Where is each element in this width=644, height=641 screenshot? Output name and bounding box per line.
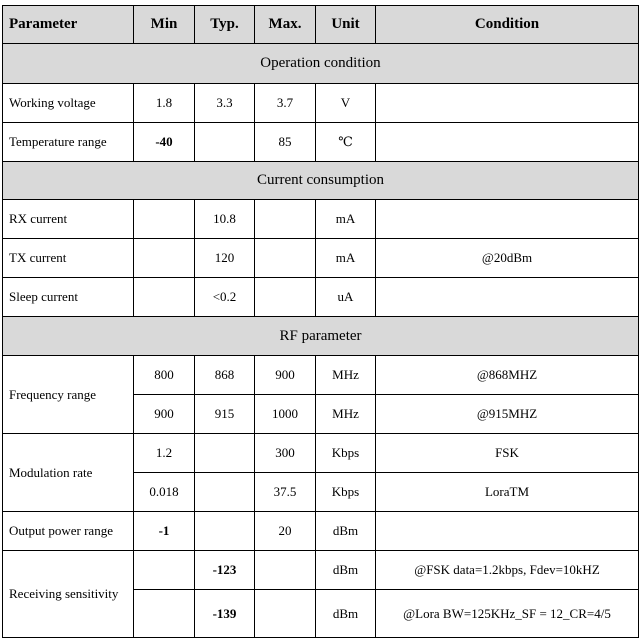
- param-working-voltage: Working voltage: [3, 84, 134, 123]
- cell-max: 85: [255, 123, 316, 162]
- cell-min: -1: [134, 512, 195, 551]
- cell-max: 1000: [255, 395, 316, 434]
- cell-typ: -123: [195, 551, 255, 590]
- cell-typ: [195, 473, 255, 512]
- header-parameter: Parameter: [3, 6, 134, 44]
- table-row: [3, 278, 639, 317]
- section-title-operation: Operation condition: [3, 44, 639, 84]
- section-row-operation: [3, 44, 639, 84]
- cell-condition: LoraTM: [376, 473, 639, 512]
- table-row: [3, 551, 639, 590]
- table-row: [3, 434, 639, 473]
- param-output-power-range: Output power range: [3, 512, 134, 551]
- cell-condition: @915MHZ: [376, 395, 639, 434]
- param-tx-current: TX current: [3, 239, 134, 278]
- cell-min: 1.2: [134, 434, 195, 473]
- cell-condition: @Lora BW=125KHz_SF = 12_CR=4/5: [376, 590, 639, 638]
- cell-max: [255, 200, 316, 239]
- param-sleep-current: Sleep current: [3, 278, 134, 317]
- header-typ: Typ.: [195, 6, 255, 44]
- cell-min: [134, 200, 195, 239]
- table-row: [3, 239, 639, 278]
- table-row: [3, 356, 639, 395]
- section-row-rf: [3, 317, 639, 356]
- header-max: Max.: [255, 6, 316, 44]
- table-row: [3, 512, 639, 551]
- cell-typ: 915: [195, 395, 255, 434]
- section-title-current: Current consumption: [3, 162, 639, 200]
- table-row: [3, 123, 639, 162]
- cell-condition: [376, 200, 639, 239]
- cell-condition: [376, 278, 639, 317]
- cell-max: [255, 239, 316, 278]
- cell-condition: @FSK data=1.2kbps, Fdev=10kHZ: [376, 551, 639, 590]
- param-rx-current: RX current: [3, 200, 134, 239]
- cell-typ: 120: [195, 239, 255, 278]
- cell-condition: FSK: [376, 434, 639, 473]
- section-row-current: [3, 162, 639, 200]
- cell-max: 900: [255, 356, 316, 395]
- cell-min: [134, 551, 195, 590]
- param-temperature-range: Temperature range: [3, 123, 134, 162]
- cell-typ: [195, 434, 255, 473]
- cell-typ: 10.8: [195, 200, 255, 239]
- cell-max: 20: [255, 512, 316, 551]
- cell-min: 900: [134, 395, 195, 434]
- param-receiving-sensitivity: Receiving sensitivity: [3, 551, 134, 638]
- table-row: [3, 84, 639, 123]
- cell-min: 800: [134, 356, 195, 395]
- param-modulation-rate: Modulation rate: [3, 434, 134, 512]
- cell-condition: @868MHZ: [376, 356, 639, 395]
- cell-min: 0.018: [134, 473, 195, 512]
- cell-unit: mA: [316, 239, 376, 278]
- cell-max: 3.7: [255, 84, 316, 123]
- section-title-rf: RF parameter: [3, 317, 639, 356]
- cell-typ: 868: [195, 356, 255, 395]
- cell-max: 37.5: [255, 473, 316, 512]
- cell-min: [134, 239, 195, 278]
- cell-min: [134, 590, 195, 638]
- cell-unit: mA: [316, 200, 376, 239]
- cell-max: 300: [255, 434, 316, 473]
- cell-condition: @20dBm: [376, 239, 639, 278]
- cell-typ: [195, 512, 255, 551]
- cell-unit: V: [316, 84, 376, 123]
- cell-typ: 3.3: [195, 84, 255, 123]
- cell-unit: Kbps: [316, 434, 376, 473]
- spec-table: [2, 5, 639, 638]
- cell-unit: MHz: [316, 395, 376, 434]
- header-row: [3, 6, 639, 44]
- cell-unit: ℃: [316, 123, 376, 162]
- cell-unit: uA: [316, 278, 376, 317]
- cell-typ: -139: [195, 590, 255, 638]
- cell-typ: [195, 123, 255, 162]
- header-condition: Condition: [376, 6, 639, 44]
- cell-max: [255, 551, 316, 590]
- cell-unit: MHz: [316, 356, 376, 395]
- cell-unit: dBm: [316, 512, 376, 551]
- table-row: [3, 200, 639, 239]
- param-frequency-range: Frequency range: [3, 356, 134, 434]
- header-min: Min: [134, 6, 195, 44]
- cell-unit: dBm: [316, 551, 376, 590]
- cell-unit: Kbps: [316, 473, 376, 512]
- cell-min: 1.8: [134, 84, 195, 123]
- cell-typ: <0.2: [195, 278, 255, 317]
- cell-condition: [376, 84, 639, 123]
- cell-max: [255, 278, 316, 317]
- cell-condition: [376, 123, 639, 162]
- cell-min: [134, 278, 195, 317]
- cell-unit: dBm: [316, 590, 376, 638]
- cell-condition: [376, 512, 639, 551]
- cell-min: -40: [134, 123, 195, 162]
- cell-max: [255, 590, 316, 638]
- header-unit: Unit: [316, 6, 376, 44]
